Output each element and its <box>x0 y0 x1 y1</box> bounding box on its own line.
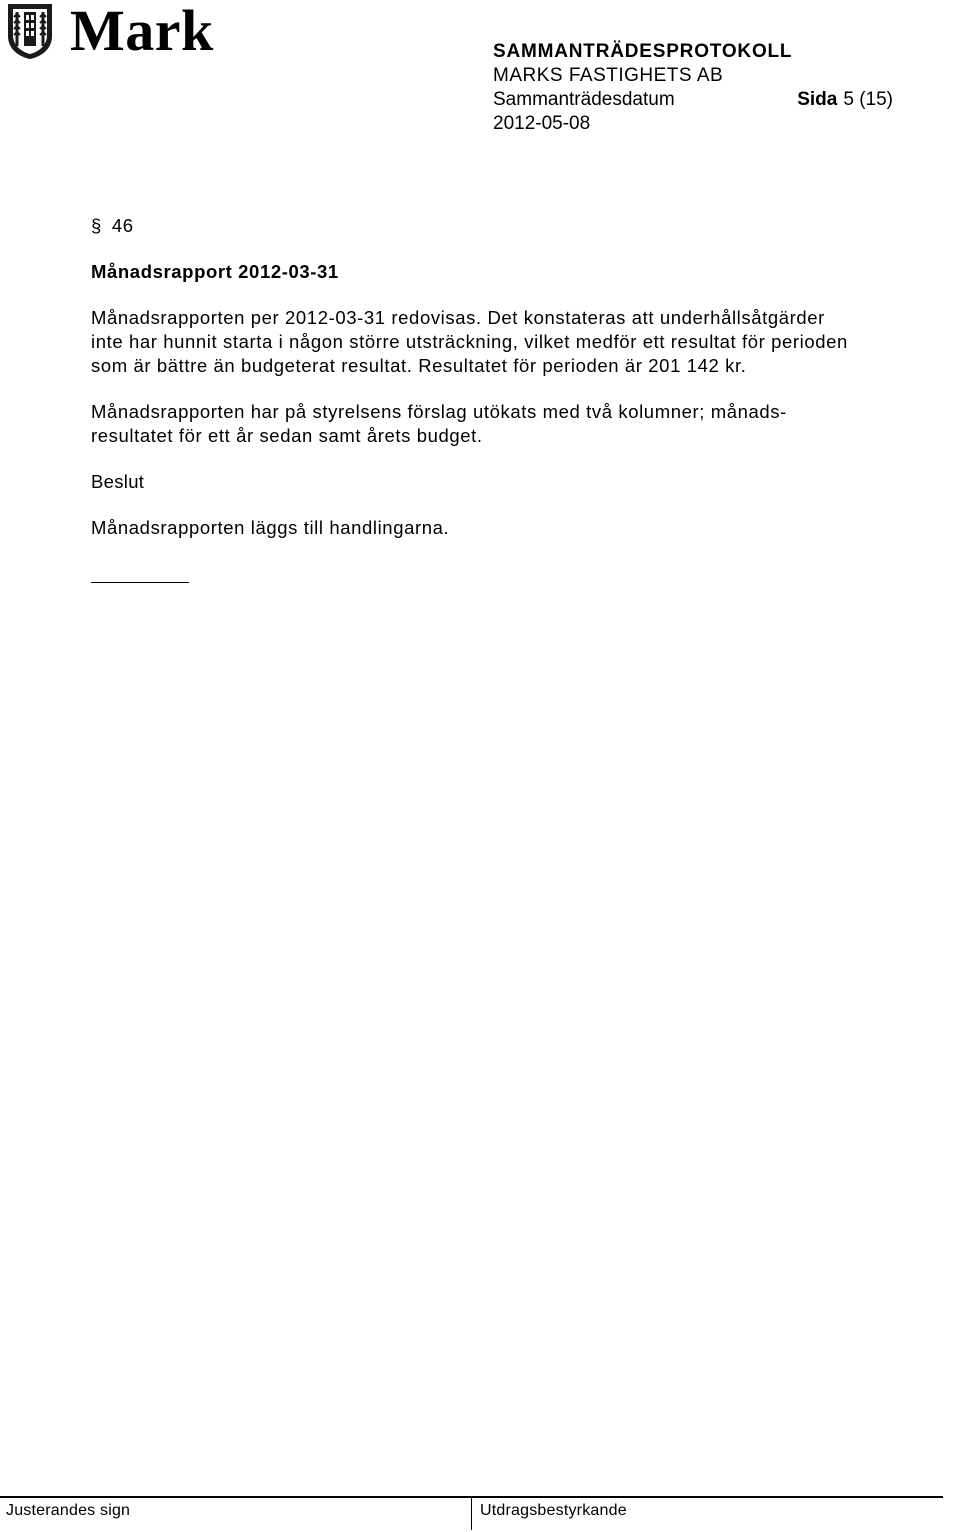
document-header <box>493 40 933 136</box>
section-title: Månadsrapport 2012-03-31 <box>91 261 339 282</box>
municipal-coat-of-arms-icon <box>6 2 54 60</box>
adjuster-signature-label: Justerandes sign <box>6 1502 131 1519</box>
body-line: resultatet för ett år sedan samt årets budget. <box>91 425 483 446</box>
meeting-date: 2012-05-08 <box>493 113 591 134</box>
body-line: Månadsrapporten per 2012-03-31 redovisas. Det konstateras att underhållsåtgärder <box>91 307 825 328</box>
decision-heading: Beslut <box>91 471 145 492</box>
body-paragraph <box>91 400 951 448</box>
signature-footer <box>0 1496 943 1532</box>
meeting-date-label: Sammanträdesdatum <box>493 89 675 110</box>
page-number: 5 (15) <box>843 89 893 110</box>
section-number: 46 <box>111 215 134 236</box>
logo-wordmark: Mark <box>70 0 214 63</box>
municipality-logo <box>6 0 214 63</box>
company-name: MARKS FASTIGHETS AB <box>493 65 724 86</box>
decision-text: Månadsrapporten läggs till handlingarna. <box>91 517 450 538</box>
footer-divider <box>471 1498 472 1530</box>
body-line: inte har hunnit starta i någon större utsträckning, vilket medför ett resultat för perioden <box>91 331 848 352</box>
section-symbol: § <box>91 215 102 236</box>
document-body <box>91 212 951 588</box>
document-type-title: SAMMANTRÄDESPROTOKOLL <box>493 41 793 62</box>
header-date-row <box>493 88 893 112</box>
body-paragraph <box>91 306 951 378</box>
body-line: Månadsrapporten har på styrelsens förslag utökats med två kolumner; månads- <box>91 401 787 422</box>
extract-certification-label: Utdragsbestyrkande <box>480 1502 627 1519</box>
section-end-divider <box>91 564 189 588</box>
page-indicator <box>797 88 893 112</box>
body-line: som är bättre än budgeterat resultat. Resultatet för perioden är 201 142 kr. <box>91 355 747 376</box>
paragraph-number <box>91 212 951 240</box>
page-label: Sida <box>797 89 838 110</box>
